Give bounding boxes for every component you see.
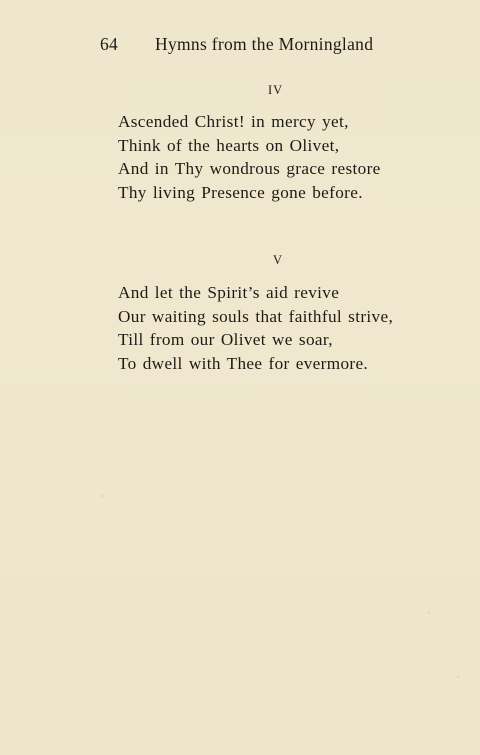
verse-line: To dwell with Thee for evermore. <box>118 353 369 373</box>
paper-speck <box>457 676 459 678</box>
running-title: Hymns from the Morningland <box>155 34 374 54</box>
stanza <box>118 281 393 375</box>
verse-line: Think of the hearts on Olivet, <box>118 135 340 155</box>
paper-speck <box>428 612 430 614</box>
paper-speck <box>101 495 103 497</box>
page-number: 64 <box>100 34 118 54</box>
verse-line: Till from our Olivet we soar, <box>118 330 333 349</box>
verse-line: And let the Spirit’s aid revive <box>118 283 340 302</box>
page-header <box>0 34 480 58</box>
verse-line: And in Thy wondrous grace restore <box>118 159 381 178</box>
verse-line: Our waiting souls that faithful strive, <box>118 306 394 326</box>
verse-line: Ascended Christ! in mercy yet, <box>118 112 349 131</box>
verse-line: Thy living Presence gone before. <box>118 182 363 202</box>
stanza-number: IV <box>268 83 284 97</box>
stanza-number: V <box>273 253 284 267</box>
stanza <box>118 110 381 204</box>
